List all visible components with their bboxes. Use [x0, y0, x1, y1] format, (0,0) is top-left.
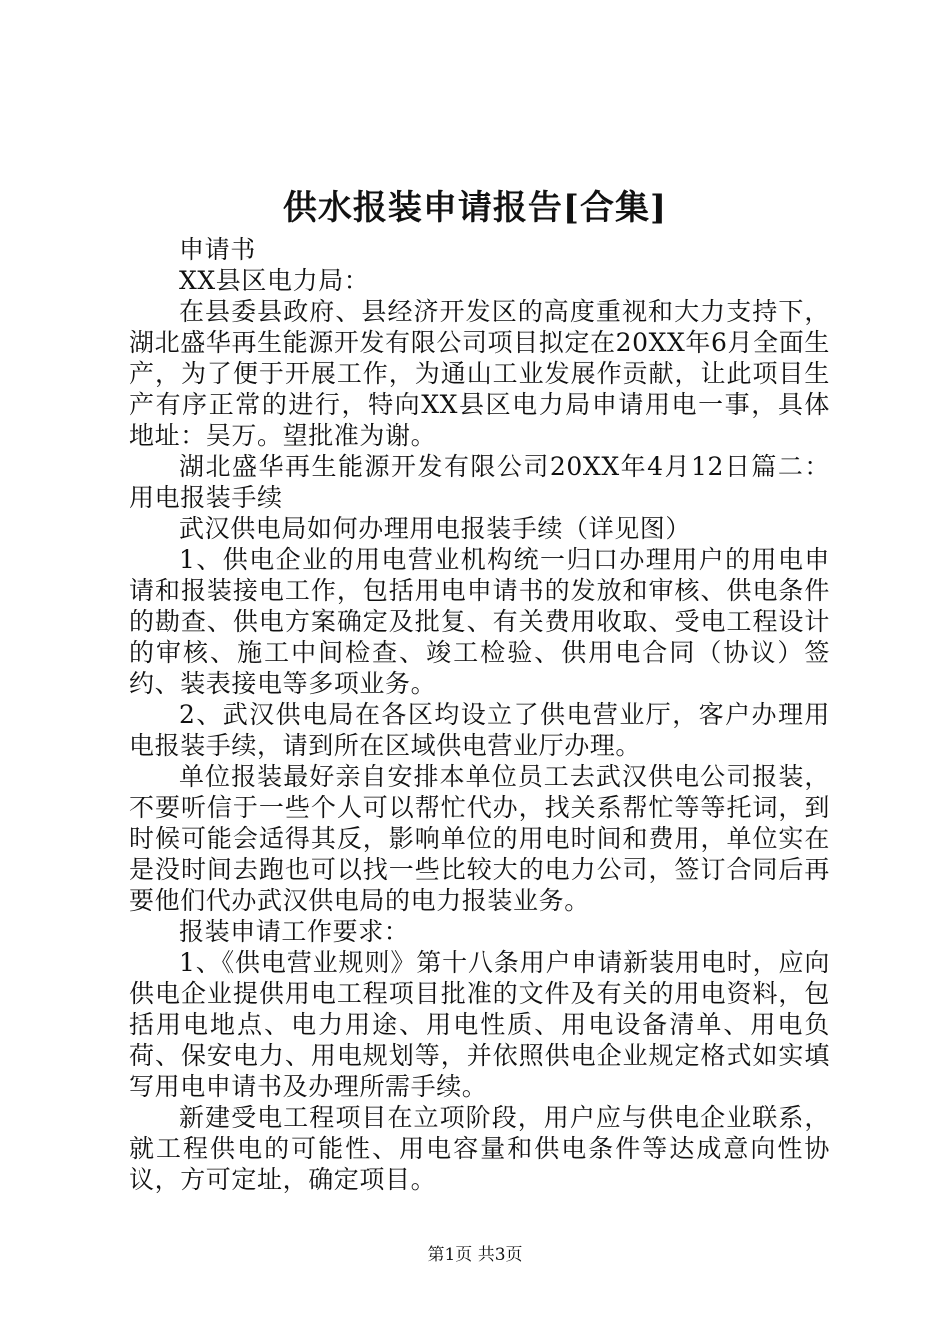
paragraph-regulation-18: 1、《供电营业规则》第十八条用户申请新装用电时，应向供电企业提供用电工程项目批准的文件及有关的用电资料，包括用电地点、电力用途、用电性质、用电设备清单、用电负荷、保安电力、用电规划等，并依照供电企业规定格式如实填写用电申请书及办理所需手续。: [129, 948, 830, 1101]
paragraph-item-1: 1、供电企业的用电营业机构统一归口办理用户的用电申请和报装接电工作，包括用电申请书的发放和审核、供电条件的勘查、供电方案确定及批复、有关费用收取、受电工程设计的审核、施工中间检查、竣工检验、供用电合同（协议）签约、装表接电等多项业务。: [129, 545, 830, 698]
paragraph-unit-advice: 单位报装最好亲自安排本单位员工去武汉供电公司报装，不要听信于一些个人可以帮忙代办，找关系帮忙等等托词，到时候可能会适得其反，影响单位的用电时间和费用，单位实在是没时间去跑也可以找一些比较大的电力公司，签订合同后再要他们代办武汉供电局的电力报装业务。: [129, 762, 830, 915]
page-indicator: 第1页 共3页: [427, 1245, 523, 1265]
paragraph-request: 在县委县政府、县经济开发区的高度重视和大力支持下，湖北盛华再生能源开发有限公司项目拟定在20XX年6月全面生产，为了便于开展工作，为通山工业发展作贡献，让此项目生产有序正常的进行，特向XX县区电力局申请用电一事，具体地址：吴万。望批准为谢。: [129, 297, 830, 450]
paragraph-procedure-heading: 武汉供电局如何办理用电报装手续（详见图）: [179, 514, 692, 543]
paragraph-item-2: 2、武汉供电局在各区均设立了供电营业厅，客户办理用电报装手续，请到所在区域供电营业厅办理。: [129, 700, 830, 760]
paragraph-application-label: 申请书: [179, 235, 256, 264]
paragraph-signature-and-section-two: 湖北盛华再生能源开发有限公司20XX年4月12日篇二：用电报装手续: [129, 452, 830, 512]
paragraph-requirements-heading: 报装申请工作要求：: [179, 917, 410, 946]
document-title: 供水报装申请报告[合集]: [282, 188, 668, 228]
paragraph-new-project: 新建受电工程项目在立项阶段，用户应与供电企业联系，就工程供电的可能性、用电容量和供电条件等达成意向性协议，方可定址，确定项目。: [129, 1103, 830, 1194]
paragraph-recipient: XX县区电力局：: [179, 266, 370, 295]
document-body: [129, 234, 830, 1195]
